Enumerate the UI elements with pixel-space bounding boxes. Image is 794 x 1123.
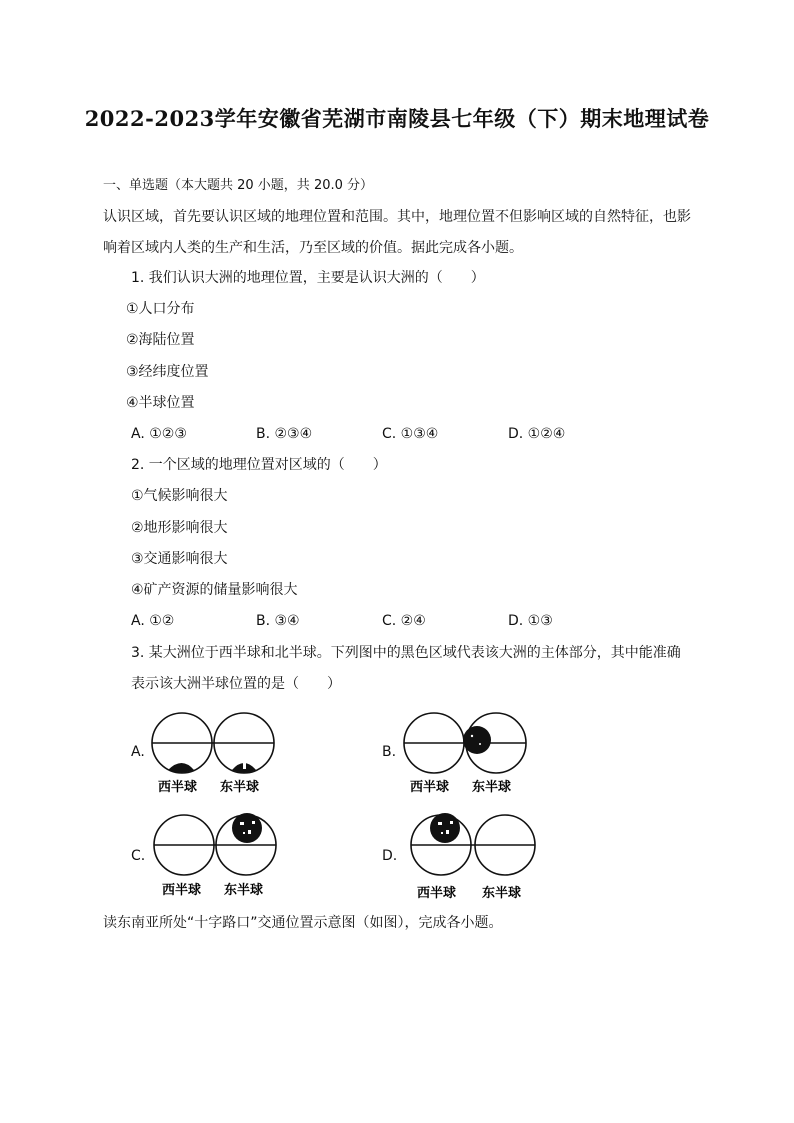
west-hemisphere-label: 西半球	[162, 883, 202, 898]
question-2-item: ③交通影响很大	[131, 551, 228, 567]
question-1-option-c[interactable]: C. ①③④	[382, 426, 439, 442]
question-1-stem: 1. 我们认识大洲的地理位置，主要是认识大洲的（ ）	[131, 270, 485, 286]
question-3-stem-line-1: 3. 某大洲位于西半球和北半球。下列图中的黑色区域代表该大洲的主体部分，其中能准确	[131, 645, 681, 661]
question-1-option-b[interactable]: B. ②③④	[256, 426, 313, 442]
section-heading: 一、单选题（本大题共 20 小题，共 20.0 分）	[103, 178, 374, 193]
question-2-option-a[interactable]: A. ①②	[131, 613, 175, 629]
east-hemisphere-label: 东半球	[472, 780, 512, 795]
question-1-option-d[interactable]: D. ①②④	[508, 426, 566, 442]
question-2-stem: 2. 一个区域的地理位置对区域的（ ）	[131, 457, 387, 473]
figure-a-label[interactable]: A.	[131, 744, 145, 760]
west-hemisphere-label: 西半球	[410, 780, 450, 795]
paper-title: 2022-2023学年安徽省芜湖市南陵县七年级（下）期末地理试卷	[84, 106, 710, 131]
intro-text-line-1: 认识区域，首先要认识区域的地理位置和范围。其中，地理位置不但影响区域的自然特征，也影	[103, 209, 691, 225]
question-2-item: ①气候影响很大	[131, 488, 228, 504]
question-2-item: ②地形影响很大	[131, 520, 228, 536]
east-hemisphere-label: 东半球	[224, 883, 264, 898]
question-1-option-a[interactable]: A. ①②③	[131, 426, 187, 442]
figure-d-label[interactable]: D.	[382, 848, 398, 864]
continent-shape	[232, 813, 262, 843]
continent-shape	[430, 813, 460, 843]
figure-b-hemispheres	[400, 706, 530, 802]
question-2-option-d[interactable]: D. ①③	[508, 613, 553, 629]
figure-c-hemispheres	[150, 808, 280, 904]
figure-c-label[interactable]: C.	[131, 848, 146, 864]
west-hemisphere-label: 西半球	[417, 886, 457, 901]
question-1-item: ③经纬度位置	[126, 364, 209, 380]
question-2-item: ④矿产资源的储量影响很大	[131, 582, 298, 598]
question-1-item: ①人口分布	[126, 301, 195, 317]
figure-b-label[interactable]: B.	[382, 744, 397, 760]
continent-shape	[463, 726, 491, 754]
figure-d-hemispheres	[405, 808, 555, 904]
question-1-item: ④半球位置	[126, 395, 195, 411]
figure-a-hemispheres	[148, 706, 278, 802]
east-hemisphere-label: 东半球	[220, 780, 260, 795]
west-hemisphere-label: 西半球	[158, 780, 198, 795]
east-hemisphere-label: 东半球	[482, 886, 522, 901]
question-2-option-c[interactable]: C. ②④	[382, 613, 426, 629]
question-1-item: ②海陆位置	[126, 332, 195, 348]
question-3-stem-line-2: 表示该大洲半球位置的是（ ）	[131, 676, 341, 692]
intro-text-line-2: 响着区域内人类的生产和生活，乃至区域的价值。据此完成各小题。	[103, 240, 523, 256]
question-2-option-b[interactable]: B. ③④	[256, 613, 300, 629]
next-question-intro: 读东南亚所处“十字路口”交通位置示意图（如图），完成各小题。	[103, 915, 503, 931]
